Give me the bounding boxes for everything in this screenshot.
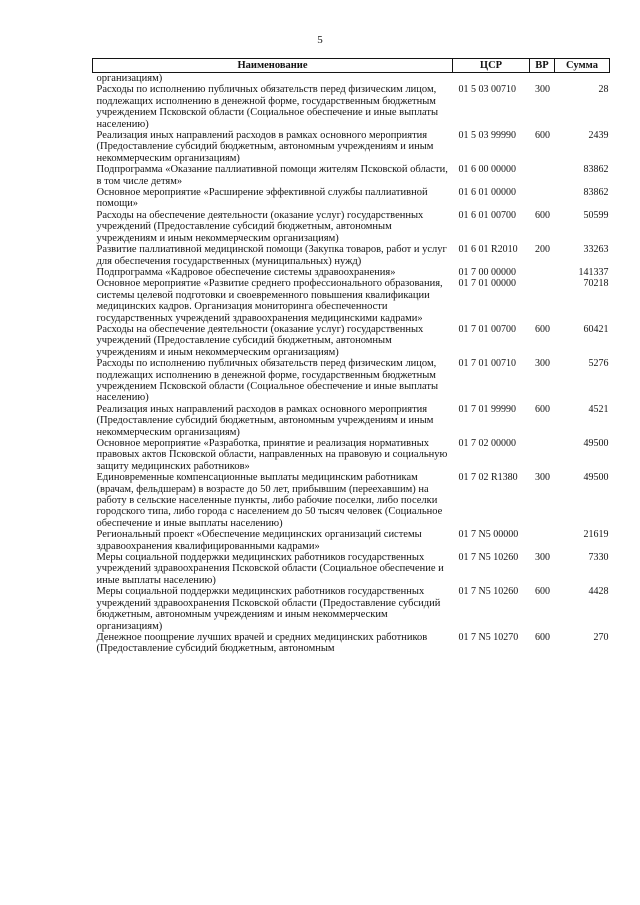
cell-sum <box>555 73 610 85</box>
table-row <box>93 404 610 438</box>
cell-vr: 600 <box>535 631 550 643</box>
table-row <box>93 358 610 404</box>
table-row <box>93 586 610 632</box>
header-sum: Сумма <box>555 59 610 73</box>
cell-vr <box>530 73 555 85</box>
table-row <box>93 210 610 244</box>
cell-vr <box>530 278 555 324</box>
cell-vr: 600 <box>535 403 550 415</box>
cell-name: Меры социальной поддержки медицинских работников государственных учреждений здравоохранения Псковской области (Социальное обеспечение и иные выплаты населению) <box>96 552 444 586</box>
cell-name: Меры социальной поддержки медицинских работников государственных учреждений здравоохранения Псковской области (Предоставление субсидий бюджетным, автономным учреждениям и иным некоммерческим организациям) <box>96 586 441 632</box>
cell-csr: 01 7 N5 00000 <box>458 529 519 541</box>
cell-name: Расходы на обеспечение деятельности (оказание услуг) государственных учреждений (Предоставление субсидий бюджетным, автономным учреждениям и иным некоммерческим организациям) <box>96 209 424 244</box>
cell-sum: 4521 <box>588 403 609 415</box>
cell-sum: 83862 <box>583 187 609 199</box>
cell-csr: 01 7 02 R1380 <box>458 472 518 484</box>
cell-vr <box>530 529 555 552</box>
table-row <box>93 552 610 586</box>
cell-vr: 300 <box>535 84 550 96</box>
cell-sum: 7330 <box>588 552 609 564</box>
cell-name: Основное мероприятие «Расширение эффективной службы паллиативной помощи» <box>96 187 428 210</box>
cell-csr: 01 6 00 00000 <box>458 164 516 176</box>
table-row <box>93 472 610 529</box>
cell-name: Основное мероприятие «Развитие среднего профессионального образования, системы целевой подготовки и своевременного повышения квалификации медицинских кадров. Организация мониторинга обеспеченности государственных учреждений здравоохранения медицинскими кадрами» <box>96 278 443 324</box>
cell-csr: 01 6 01 00000 <box>458 187 516 199</box>
cell-csr: 01 5 03 00710 <box>458 84 516 96</box>
table-row <box>93 438 610 472</box>
table-header <box>93 59 610 73</box>
cell-csr: 01 7 01 00710 <box>458 358 516 370</box>
cell-vr: 600 <box>535 130 550 142</box>
table-row <box>93 278 610 324</box>
table-row <box>93 73 610 85</box>
cell-sum: 2439 <box>588 130 609 142</box>
header-name: Наименование <box>93 59 453 73</box>
cell-name: Расходы по исполнению публичных обязательств перед физическим лицом, подлежащих исполнению в денежной форме, государственным бюджетным учреждением Псковской области (Социальное обеспечение и иные выплаты населению) <box>96 84 439 130</box>
table-body <box>93 73 610 655</box>
cell-vr: 300 <box>535 472 550 484</box>
cell-csr: 01 7 02 00000 <box>458 438 516 449</box>
table-row <box>93 267 610 278</box>
header-csr: ЦСР <box>453 59 530 73</box>
table-row <box>93 84 610 130</box>
cell-name: Основное мероприятие «Разработка, принятие и реализация нормативных правовых актов Псковской области, направленных на правовую и социальную защиту медицинских работников» <box>96 438 448 472</box>
cell-name: Расходы по исполнению публичных обязательств перед физическим лицом, подлежащих исполнению в денежной форме, государственным бюджетным учреждением Псковской области (Социальное обеспечение и иные выплаты населению) <box>96 358 439 404</box>
cell-vr: 600 <box>535 586 550 598</box>
cell-csr: 01 7 N5 10260 <box>458 552 519 564</box>
table-row <box>93 529 610 552</box>
cell-name: Подпрограмма «Кадровое обеспечение системы здравоохранения» <box>96 266 396 278</box>
cell-vr <box>530 164 555 187</box>
cell-name: Расходы на обеспечение деятельности (оказание услуг) государственных учреждений (Предоставление субсидий бюджетным, автономным учреждениям и иным некоммерческим организациям) <box>96 323 424 358</box>
cell-sum: 50599 <box>583 209 609 221</box>
table-row <box>93 324 610 358</box>
cell-vr: 300 <box>535 358 550 370</box>
cell-csr: 01 7 01 00700 <box>458 323 516 335</box>
table-row <box>93 130 610 164</box>
cell-sum: 33263 <box>583 244 609 256</box>
cell-vr: 300 <box>535 552 550 564</box>
cell-sum: 5276 <box>588 358 609 370</box>
cell-name: Реализация иных направлений расходов в рамках основного мероприятия (Предоставление субсидий бюджетным, автономным учреждениям и иным некоммерческим организациям) <box>96 130 434 164</box>
cell-vr: 600 <box>535 209 550 221</box>
cell-csr: 01 6 01 R2010 <box>458 244 518 256</box>
cell-csr: 01 7 01 99990 <box>458 403 516 415</box>
cell-csr: 01 7 N5 10270 <box>458 631 519 643</box>
cell-name: Денежное поощрение лучших врачей и средних медицинских работников (Предоставление субсидий бюджетным, автономным <box>96 631 428 655</box>
cell-sum: 28 <box>598 84 609 96</box>
cell-csr: 01 6 01 00700 <box>458 209 516 221</box>
cell-vr <box>530 267 555 278</box>
budget-table <box>92 58 610 655</box>
cell-vr <box>530 438 555 472</box>
cell-vr: 600 <box>535 323 550 335</box>
cell-sum: 21619 <box>583 529 609 541</box>
cell-sum: 141337 <box>578 266 609 278</box>
cell-vr: 200 <box>535 244 550 256</box>
cell-name: Единовременные компенсационные выплаты медицинским работникам (врачам, фельдшерам) в возрасте до 50 лет, прибывшим (переехавшим) на работу в сельские населенные пункты, либо рабочие поселки, либо поселки городского типа, либо города с населением до 50 тысяч человек (Социальное обеспечение и иные выплаты населению) <box>96 472 443 529</box>
cell-sum: 270 <box>593 631 609 643</box>
table-row <box>93 244 610 267</box>
table-row <box>93 164 610 187</box>
table-row <box>93 632 610 655</box>
page-number: 5 <box>317 34 323 46</box>
cell-name: организациям) <box>96 73 163 84</box>
cell-name: Подпрограмма «Оказание паллиативной помощи жителям Псковской области, в том числе детям» <box>96 164 448 187</box>
header-row <box>93 59 610 73</box>
cell-sum: 60421 <box>583 323 609 335</box>
cell-vr <box>530 187 555 210</box>
cell-csr: 01 5 03 99990 <box>458 130 516 142</box>
cell-sum: 70218 <box>583 278 609 290</box>
cell-sum: 49500 <box>583 472 609 484</box>
cell-sum: 49500 <box>583 438 609 449</box>
cell-csr <box>453 73 530 85</box>
cell-csr: 01 7 N5 10260 <box>458 586 519 598</box>
cell-name: Региональный проект «Обеспечение медицинских организаций системы здравоохранения квалифицированными кадрами» <box>96 529 422 552</box>
header-vr: ВР <box>530 59 555 73</box>
cell-csr: 01 7 01 00000 <box>458 278 516 290</box>
cell-sum: 4428 <box>588 586 609 598</box>
cell-csr: 01 7 00 00000 <box>458 266 516 278</box>
cell-name: Развитие паллиативной медицинской помощи (Закупка товаров, работ и услуг для обеспечения государственных (муниципальных) нужд) <box>96 244 447 267</box>
table-row <box>93 187 610 210</box>
cell-name: Реализация иных направлений расходов в рамках основного мероприятия (Предоставление субсидий бюджетным, автономным учреждениям и иным некоммерческим организациям) <box>96 403 434 438</box>
cell-sum: 83862 <box>583 164 609 176</box>
